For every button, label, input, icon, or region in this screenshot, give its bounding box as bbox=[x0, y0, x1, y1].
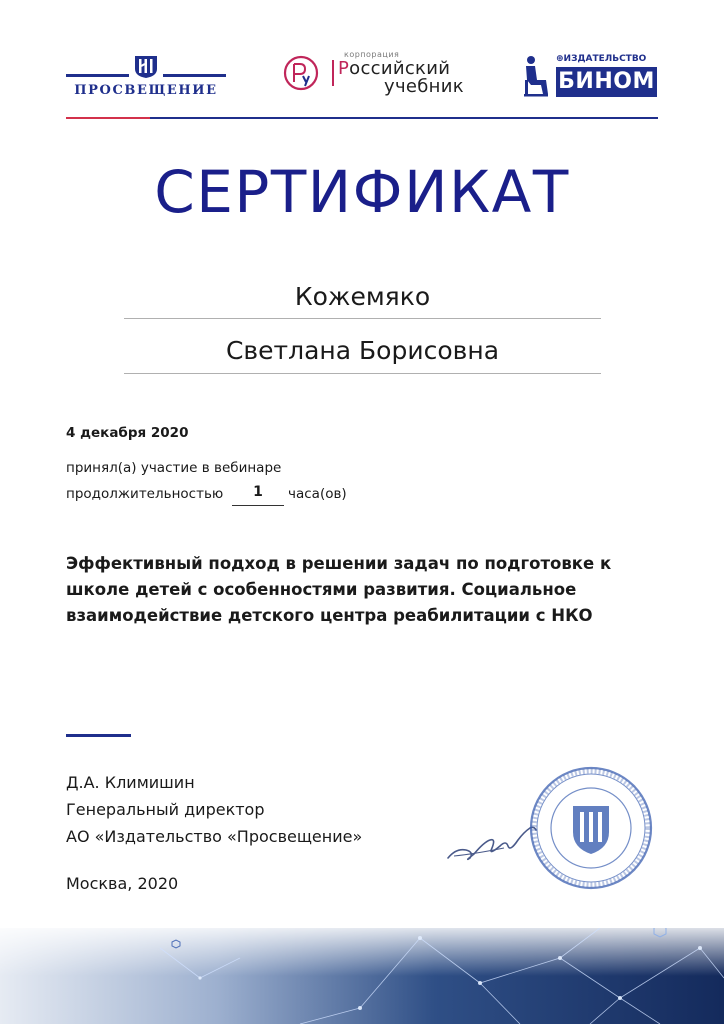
logo-corp-label: корпорация bbox=[344, 50, 400, 59]
city-year: Москва, 2020 bbox=[66, 874, 179, 893]
footer-network-graphic bbox=[0, 928, 724, 1024]
signatory-name: Д.А. Климишин bbox=[66, 773, 195, 792]
signatory-organization: АО «Издательство «Просвещение» bbox=[66, 827, 363, 846]
logo-accent-letter: Р bbox=[338, 58, 350, 79]
duration-unit: часа(ов) bbox=[288, 486, 347, 502]
recipient-given-names: Светлана Борисовна bbox=[225, 336, 500, 365]
webinar-title: Эффективный подход в решении задач по подготовке к школе детей с особенностями развития. Социальное взаимодействие детского центра реабилитации с НКО bbox=[66, 554, 612, 625]
binom-publisher-label bbox=[556, 54, 646, 64]
globe-icon: ⊕ bbox=[556, 54, 564, 64]
binom-name-box: БИНОМ bbox=[556, 67, 657, 97]
binom-publisher-text: ИЗДАТЕЛЬСТВО bbox=[563, 54, 647, 64]
participation-text: принял(а) участие в вебинаре bbox=[66, 460, 282, 476]
given-names-underline bbox=[124, 373, 601, 374]
header-rule bbox=[66, 117, 658, 119]
logo-divider bbox=[332, 60, 334, 86]
official-seal bbox=[527, 764, 655, 892]
header-rule-accent bbox=[66, 117, 150, 119]
logo-line-1-rest: оссийский bbox=[349, 58, 451, 79]
prosveshchenie-shield-icon bbox=[133, 55, 159, 79]
surname-underline bbox=[124, 318, 601, 319]
russian-textbook-logo bbox=[282, 50, 472, 100]
duration-label: продолжительностью bbox=[66, 486, 224, 502]
binom-logo bbox=[522, 52, 660, 100]
logo-line-2: учебник bbox=[384, 76, 464, 97]
logo-bar-left bbox=[66, 74, 129, 77]
certificate-title: СЕРТИФИКАТ bbox=[154, 158, 570, 226]
russian-textbook-emblem-icon bbox=[282, 54, 320, 92]
prosveshchenie-logo-text: ПРОСВЕЩЕНИЕ bbox=[74, 83, 218, 98]
duration-underline bbox=[232, 505, 284, 506]
recipient-surname: Кожемяко bbox=[294, 282, 431, 311]
event-date: 4 декабря 2020 bbox=[66, 425, 189, 441]
duration-value: 1 bbox=[253, 484, 263, 500]
prosveshchenie-logo bbox=[66, 54, 226, 102]
signature-rule bbox=[66, 734, 131, 737]
signatory-position: Генеральный директор bbox=[66, 800, 265, 819]
seated-figure-icon bbox=[522, 54, 550, 98]
logo-bar-right bbox=[163, 74, 226, 77]
